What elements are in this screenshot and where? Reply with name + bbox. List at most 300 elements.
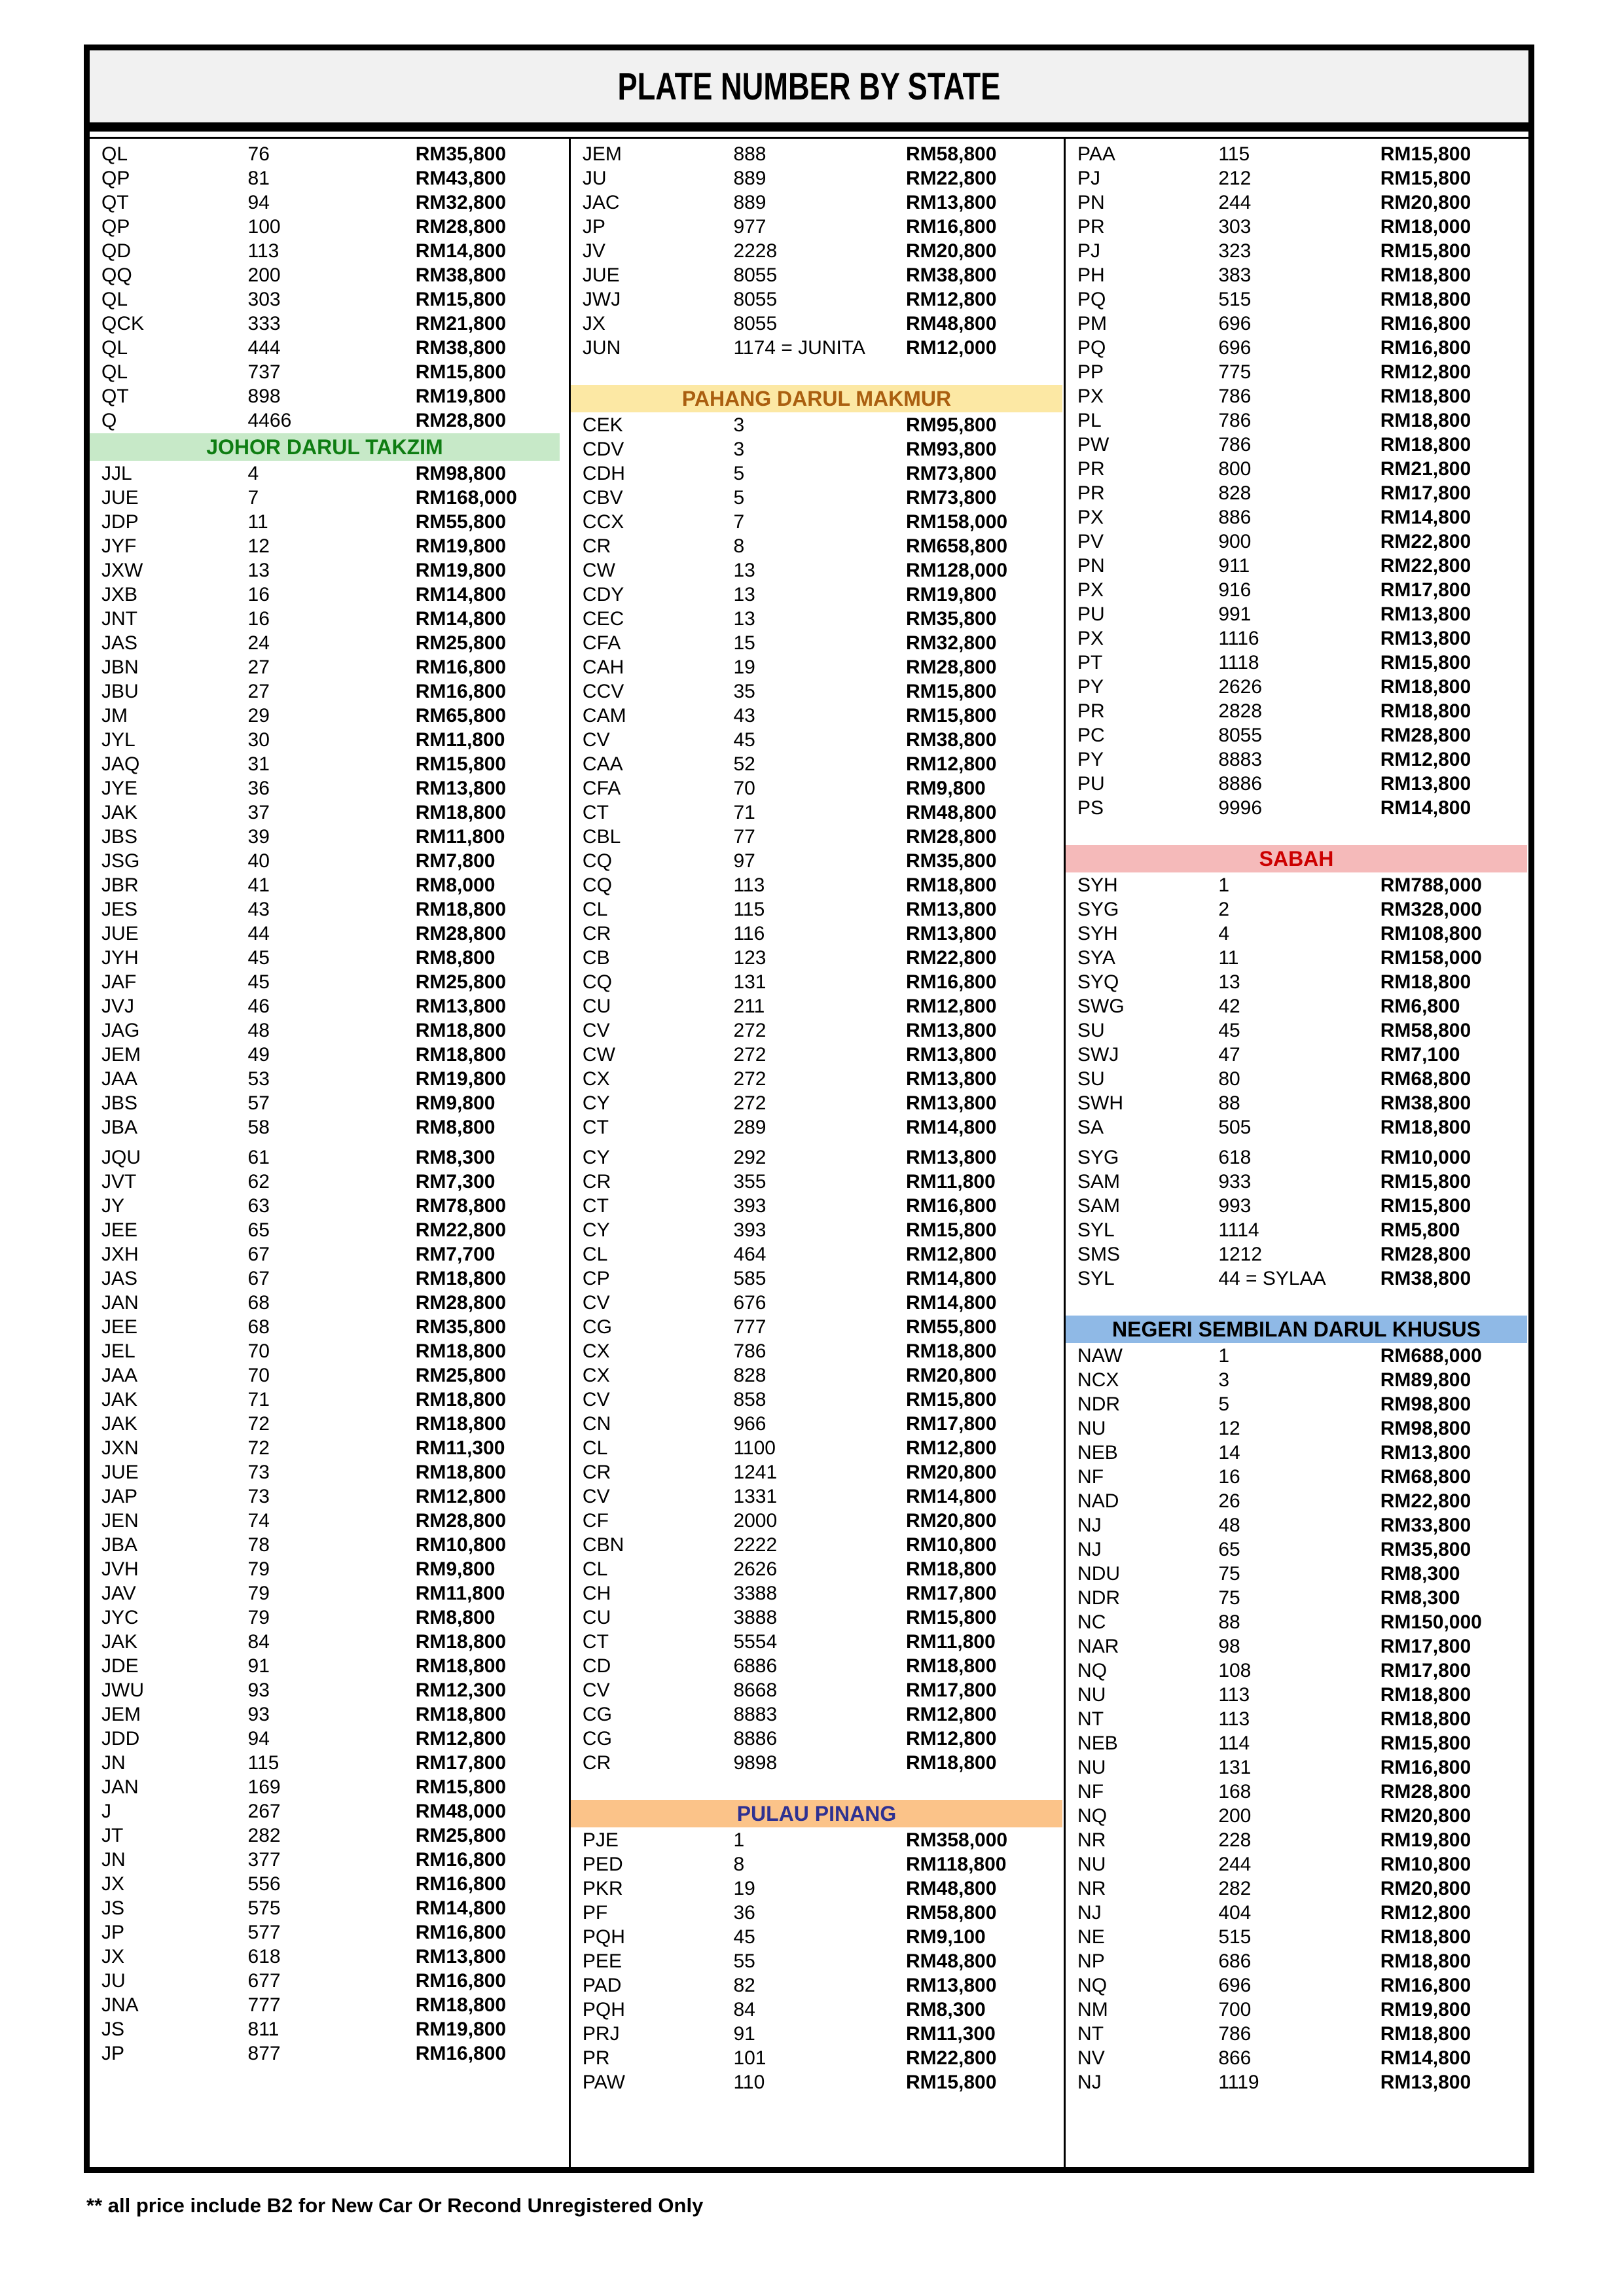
plate-price-cell: RM12,800 — [906, 1727, 997, 1749]
plate-row — [90, 1823, 569, 1848]
plate-prefix-cell: JAN — [101, 1776, 139, 1798]
plate-price-cell: RM19,800 — [415, 2018, 507, 2040]
plate-price-cell: RM18,800 — [415, 898, 507, 920]
plate-prefix-cell: PEE — [582, 1950, 622, 1972]
plate-price-cell: RM15,800 — [1380, 651, 1471, 673]
plate-prefix-cell: JEN — [101, 1509, 139, 1532]
plate-prefix-cell: JAV — [101, 1582, 136, 1604]
plate-price-cell: RM14,800 — [1380, 2047, 1471, 2069]
plate-price-cell: RM13,800 — [906, 1146, 997, 1168]
plate-row — [1066, 408, 1528, 433]
plate-row — [90, 994, 569, 1018]
plate-prefix-cell: CAM — [582, 704, 626, 726]
plate-number-cell: 67 — [247, 1243, 270, 1265]
plate-row — [90, 1993, 569, 2017]
plate-price-cell: RM20,800 — [906, 240, 997, 262]
plate-number-cell: 84 — [247, 1630, 270, 1653]
plate-prefix-cell: PR — [1077, 700, 1105, 722]
plate-row — [571, 1067, 1064, 1091]
plate-number-cell: 4466 — [247, 409, 292, 431]
plate-prefix-cell: PR — [582, 2047, 610, 2069]
plate-row — [571, 631, 1064, 655]
plate-price-cell: RM18,800 — [1380, 1683, 1471, 1706]
plate-row — [571, 1218, 1064, 1242]
plate-price-cell: RM12,800 — [906, 753, 997, 775]
plate-prefix-cell: JEM — [582, 143, 622, 165]
plate-row — [90, 873, 569, 897]
plate-prefix-cell: NEB — [1077, 1732, 1118, 1754]
plate-prefix-cell: JAA — [101, 1067, 138, 1090]
plate-number-cell: 889 — [733, 167, 767, 189]
plate-number-cell: 2 — [1218, 898, 1229, 920]
plate-row — [571, 897, 1064, 922]
plate-number-cell: 45 — [1218, 1019, 1240, 1041]
plate-number-cell: 786 — [1218, 385, 1252, 407]
plate-number-cell: 2626 — [733, 1558, 778, 1580]
plate-row — [1066, 433, 1528, 457]
plate-prefix-cell: NQ — [1077, 1974, 1108, 1996]
plate-price-cell: RM25,800 — [415, 632, 507, 654]
plate-prefix-cell: CG — [582, 1316, 612, 1338]
plate-prefix-cell: JAK — [101, 1388, 138, 1410]
plate-number-cell: 79 — [247, 1606, 270, 1628]
plate-row — [571, 1973, 1064, 1998]
plate-prefix-cell: JUE — [101, 486, 139, 509]
plate-row — [90, 800, 569, 825]
plate-number-cell: 70 — [247, 1364, 270, 1386]
plate-price-cell: RM16,800 — [415, 1848, 507, 1871]
plate-price-cell: RM11,800 — [415, 825, 505, 848]
plate-price-cell: RM89,800 — [1380, 1369, 1471, 1391]
plate-number-cell: 73 — [247, 1461, 270, 1483]
plate-row — [90, 607, 569, 631]
plate-number-cell: 700 — [1218, 1998, 1252, 2020]
plate-number-cell: 272 — [733, 1043, 767, 1066]
plate-row — [90, 1412, 569, 1436]
plate-number-cell: 575 — [247, 1897, 281, 1919]
plate-number-cell: 37 — [247, 801, 270, 823]
plate-prefix-cell: JUN — [582, 336, 621, 359]
plate-number-cell: 115 — [247, 1751, 280, 1774]
plate-number-cell: 696 — [1218, 312, 1252, 334]
plate-price-cell: RM6,800 — [1380, 995, 1460, 1017]
plate-row — [571, 190, 1064, 215]
plate-price-cell: RM7,300 — [415, 1170, 496, 1193]
plate-prefix-cell: CDY — [582, 583, 624, 605]
plate-prefix-cell: CX — [582, 1340, 610, 1362]
plate-prefix-cell: JY — [101, 1194, 125, 1217]
plate-prefix-cell: JAS — [101, 1267, 138, 1289]
plate-price-cell: RM9,100 — [906, 1926, 986, 1948]
plate-prefix-cell: CT — [582, 801, 609, 823]
plate-row — [571, 800, 1064, 825]
plate-number-cell: 67 — [247, 1267, 270, 1289]
plate-prefix-cell: JEE — [101, 1219, 138, 1241]
plate-number-cell: 686 — [1218, 1950, 1252, 1972]
plate-prefix-cell: CV — [582, 1019, 610, 1041]
plate-row — [571, 1581, 1064, 1605]
plate-row — [571, 287, 1064, 312]
plate-row — [90, 1460, 569, 1484]
plate-row — [1066, 994, 1528, 1018]
plate-row — [571, 849, 1064, 873]
plate-price-cell: RM18,800 — [415, 1630, 507, 1653]
plate-price-cell: RM25,800 — [415, 1364, 507, 1386]
plate-row — [1066, 1925, 1528, 1949]
plate-prefix-cell: SWG — [1077, 995, 1125, 1017]
plate-prefix-cell: CBL — [582, 825, 621, 848]
plate-row — [1066, 1876, 1528, 1901]
plate-prefix-cell: NJ — [1077, 1901, 1102, 1924]
plate-prefix-cell: JEM — [101, 1043, 141, 1066]
plate-price-cell: RM12,800 — [1380, 1901, 1471, 1924]
plate-price-cell: RM13,800 — [1380, 627, 1471, 649]
plate-row — [90, 461, 569, 486]
plate-prefix-cell: JBA — [101, 1116, 138, 1138]
plate-price-cell: RM55,800 — [415, 511, 507, 533]
plate-row — [1066, 2022, 1528, 2046]
plate-prefix-cell: JUE — [101, 922, 139, 944]
plate-prefix-cell: JUE — [101, 1461, 139, 1483]
plate-prefix-cell: CR — [582, 1461, 611, 1483]
plate-price-cell: RM13,800 — [906, 1974, 997, 1996]
plate-prefix-cell: J — [101, 1800, 111, 1822]
plate-number-cell: 786 — [1218, 409, 1252, 431]
plate-prefix-cell: CX — [582, 1067, 610, 1090]
plate-row — [90, 946, 569, 970]
plate-number-cell: 977 — [733, 215, 767, 238]
plate-number-cell: 8055 — [733, 264, 778, 286]
plate-number-cell: 113 — [1218, 1708, 1250, 1730]
plate-price-cell: RM73,800 — [906, 486, 997, 509]
plate-price-cell: RM35,800 — [415, 143, 507, 165]
plate-prefix-cell: CP — [582, 1267, 610, 1289]
page-title: PLATE NUMBER BY STATE — [617, 65, 1001, 108]
plate-prefix-cell: NT — [1077, 2022, 1104, 2045]
plate-price-cell: RM14,800 — [1380, 797, 1471, 819]
plate-price-cell: RM18,800 — [1380, 971, 1471, 993]
plate-prefix-cell: PKR — [582, 1877, 623, 1899]
plate-row — [1066, 1901, 1528, 1925]
plate-prefix-cell: CAH — [582, 656, 624, 678]
plate-prefix-cell: CAA — [582, 753, 623, 775]
plate-price-cell: RM15,800 — [906, 1219, 997, 1241]
plate-row — [1066, 602, 1528, 626]
plate-row — [571, 1194, 1064, 1218]
plate-price-cell: RM13,800 — [415, 777, 507, 799]
plate-prefix-cell: JQU — [101, 1146, 141, 1168]
plate-row — [90, 922, 569, 946]
plate-row — [571, 607, 1064, 631]
plate-number-cell: 676 — [733, 1291, 767, 1314]
plate-row — [571, 534, 1064, 558]
plate-price-cell: RM11,800 — [906, 1630, 996, 1653]
plate-row — [1066, 1998, 1528, 2022]
plate-price-cell: RM18,800 — [1380, 385, 1471, 407]
plate-row — [90, 1436, 569, 1460]
plate-prefix-cell: CU — [582, 995, 611, 1017]
plate-number-cell: 8886 — [733, 1727, 778, 1749]
plate-number-cell: 65 — [1218, 1538, 1240, 1560]
row-spacer — [571, 1775, 1064, 1799]
plate-number-cell: 8055 — [1218, 724, 1263, 746]
plate-price-cell: RM55,800 — [906, 1316, 997, 1338]
plate-price-cell: RM12,800 — [906, 288, 997, 310]
plate-price-cell: RM18,800 — [906, 874, 997, 896]
plate-prefix-cell: JAK — [101, 801, 138, 823]
plate-row — [571, 336, 1064, 360]
plate-number-cell: 289 — [733, 1116, 767, 1138]
plate-row — [1066, 1465, 1528, 1489]
row-gap — [571, 1139, 1064, 1145]
plate-prefix-cell: CBV — [582, 486, 623, 509]
plate-price-cell: RM48,000 — [415, 1800, 507, 1822]
plate-price-cell: RM15,800 — [1380, 167, 1471, 189]
plate-row — [1066, 1368, 1528, 1392]
plate-prefix-cell: JP — [101, 2042, 125, 2064]
plate-price-cell: RM38,800 — [1380, 1267, 1471, 1289]
plate-number-cell: 1100 — [733, 1437, 776, 1459]
plate-prefix-cell: PQ — [1077, 336, 1106, 359]
plate-number-cell: 696 — [1218, 336, 1252, 359]
plate-price-cell: RM35,800 — [906, 607, 997, 630]
plate-prefix-cell: QP — [101, 215, 130, 238]
plate-row — [1066, 529, 1528, 554]
plate-row — [571, 752, 1064, 776]
plate-column-3 — [1064, 139, 1528, 2167]
plate-prefix-cell: PL — [1077, 409, 1102, 431]
plate-prefix-cell: JAA — [101, 1364, 138, 1386]
plate-number-cell: 101 — [733, 2047, 767, 2069]
plate-prefix-cell: Q — [101, 409, 117, 431]
plate-prefix-cell: CL — [582, 1558, 608, 1580]
plate-number-cell: 212 — [1218, 167, 1252, 189]
plate-number-cell: 966 — [733, 1412, 767, 1435]
plate-price-cell: RM18,800 — [1380, 700, 1471, 722]
plate-prefix-cell: CV — [582, 1291, 610, 1314]
plate-price-cell: RM18,800 — [415, 1043, 507, 1066]
plate-price-cell: RM15,800 — [415, 753, 507, 775]
plate-prefix-cell: JX — [582, 312, 605, 334]
plate-row — [571, 1145, 1064, 1170]
plate-row — [1066, 651, 1528, 675]
plate-number-cell: 5554 — [733, 1630, 778, 1653]
plate-price-cell: RM18,800 — [415, 801, 507, 823]
plate-prefix-cell: CH — [582, 1582, 611, 1604]
plate-row — [90, 263, 569, 287]
plate-row — [571, 1043, 1064, 1067]
plate-price-cell: RM7,100 — [1380, 1043, 1460, 1066]
plate-prefix-cell: SU — [1077, 1067, 1105, 1090]
plate-prefix-cell: CBN — [582, 1534, 624, 1556]
plate-prefix-cell: QL — [101, 143, 128, 165]
plate-row — [571, 873, 1064, 897]
plate-prefix-cell: PM — [1077, 312, 1108, 334]
plate-row — [571, 1727, 1064, 1751]
plate-number-cell: 1241 — [733, 1461, 778, 1483]
plate-prefix-cell: JWU — [101, 1679, 144, 1701]
plate-row — [571, 1751, 1064, 1775]
plate-number-cell: 993 — [1218, 1194, 1252, 1217]
plate-prefix-cell: JAC — [582, 191, 620, 213]
plate-row — [1066, 1731, 1528, 1755]
plate-price-cell: RM11,800 — [906, 1170, 996, 1193]
plate-number-cell: 45 — [247, 946, 270, 969]
plate-price-cell: RM18,800 — [906, 1655, 997, 1677]
plate-prefix-cell: JYH — [101, 946, 139, 969]
plate-number-cell: 737 — [247, 361, 281, 383]
plate-prefix-cell: SMS — [1077, 1243, 1121, 1265]
plate-prefix-cell: CT — [582, 1116, 609, 1138]
plate-prefix-cell: CEC — [582, 607, 624, 630]
plate-number-cell: 55 — [733, 1950, 755, 1972]
plate-number-cell: 78 — [247, 1534, 270, 1556]
plate-prefix-cell: CL — [582, 1437, 608, 1459]
plate-number-cell: 11 — [1218, 946, 1239, 969]
plate-row — [571, 704, 1064, 728]
plate-price-cell: RM19,800 — [415, 535, 507, 557]
plate-price-cell: RM35,800 — [906, 850, 997, 872]
plate-number-cell: 618 — [247, 1945, 281, 1967]
plate-price-cell: RM18,800 — [415, 1267, 507, 1289]
plate-price-cell: RM17,800 — [1380, 1635, 1471, 1657]
plate-prefix-cell: JYF — [101, 535, 137, 557]
row-spacer — [571, 360, 1064, 384]
plate-price-cell: RM28,800 — [1380, 1243, 1471, 1265]
plate-price-cell: RM28,800 — [415, 215, 507, 238]
plate-prefix-cell: JU — [101, 1969, 126, 1992]
plate-row — [1066, 2046, 1528, 2070]
plate-price-cell: RM15,800 — [906, 1606, 997, 1628]
title-divider-gap — [90, 132, 1528, 137]
plate-prefix-cell: SYG — [1077, 1146, 1119, 1168]
plate-price-cell: RM14,800 — [415, 240, 507, 262]
plate-number-cell: 8055 — [733, 312, 778, 334]
plate-number-cell: 786 — [1218, 2022, 1252, 2045]
plate-prefix-cell: CR — [582, 1751, 611, 1774]
plate-prefix-cell: PF — [582, 1901, 608, 1924]
plate-number-cell: 73 — [247, 1485, 270, 1507]
plate-row — [90, 1018, 569, 1043]
plate-number-cell: 70 — [247, 1340, 270, 1362]
plate-price-cell: RM12,800 — [1380, 748, 1471, 770]
plate-row — [571, 922, 1064, 946]
plate-prefix-cell: CQ — [582, 850, 612, 872]
plate-number-cell: 76 — [247, 143, 270, 165]
plate-row — [90, 1799, 569, 1823]
plate-price-cell: RM8,800 — [415, 1606, 496, 1628]
plate-prefix-cell: NV — [1077, 2047, 1105, 2069]
plate-price-cell: RM11,800 — [415, 1582, 505, 1604]
plate-number-cell: 72 — [247, 1437, 270, 1459]
plate-number-cell: 3 — [1218, 1369, 1229, 1391]
plate-prefix-cell: SWH — [1077, 1092, 1124, 1114]
plate-number-cell: 115 — [1218, 143, 1250, 165]
plate-prefix-cell: CV — [582, 1485, 610, 1507]
plate-row — [571, 825, 1064, 849]
plate-price-cell: RM13,800 — [906, 922, 997, 944]
plate-row — [571, 1557, 1064, 1581]
plate-prefix-cell: JWJ — [582, 288, 621, 310]
plate-prefix-cell: CX — [582, 1364, 610, 1386]
plate-number-cell: 3888 — [733, 1606, 778, 1628]
plate-number-cell: 30 — [247, 728, 270, 751]
plate-number-cell: 886 — [1218, 506, 1252, 528]
plate-prefix-cell: NF — [1077, 1780, 1104, 1803]
plate-row — [1066, 1828, 1528, 1852]
plate-number-cell: 866 — [1218, 2047, 1252, 2069]
plate-row — [571, 655, 1064, 679]
plate-price-cell: RM12,800 — [906, 1703, 997, 1725]
row-spacer — [1066, 820, 1528, 844]
plate-row — [90, 825, 569, 849]
plate-price-cell: RM19,800 — [415, 559, 507, 581]
plate-prefix-cell: QL — [101, 288, 128, 310]
plate-row — [1066, 239, 1528, 263]
plate-price-cell: RM78,800 — [415, 1194, 507, 1217]
plate-number-cell: 272 — [733, 1067, 767, 1090]
plate-row — [571, 510, 1064, 534]
plate-prefix-cell: JAQ — [101, 753, 140, 775]
plate-number-cell: 8055 — [733, 288, 778, 310]
plate-number-cell: 123 — [733, 946, 767, 969]
plate-prefix-cell: SYH — [1077, 922, 1118, 944]
plate-row — [1066, 1780, 1528, 1804]
plate-prefix-cell: SU — [1077, 1019, 1105, 1041]
plate-number-cell: 82 — [733, 1974, 755, 1996]
plate-number-cell: 8668 — [733, 1679, 778, 1701]
plate-number-cell: 811 — [247, 2018, 280, 2040]
plate-number-cell: 585 — [733, 1267, 767, 1289]
plate-price-cell: RM16,800 — [1380, 336, 1471, 359]
plate-row — [90, 1484, 569, 1509]
plate-price-cell: RM32,800 — [906, 632, 997, 654]
plate-prefix-cell: JEE — [101, 1316, 138, 1338]
plate-row — [90, 679, 569, 704]
plate-price-cell: RM33,800 — [1380, 1514, 1471, 1536]
plate-row — [1066, 1973, 1528, 1998]
plate-row — [1066, 1610, 1528, 1634]
plate-price-cell: RM98,800 — [415, 462, 507, 484]
plate-price-cell: RM13,800 — [1380, 603, 1471, 625]
plate-price-cell: RM58,800 — [906, 1901, 997, 1924]
plate-prefix-cell: JM — [101, 704, 128, 726]
plate-price-cell: RM8,000 — [415, 874, 496, 896]
plate-prefix-cell: CFA — [582, 777, 621, 799]
plate-price-cell: RM19,800 — [1380, 1998, 1471, 2020]
plate-prefix-cell: JYL — [101, 728, 135, 751]
plate-price-cell: RM14,800 — [906, 1485, 997, 1507]
plate-number-cell: 113 — [733, 874, 765, 896]
plate-prefix-cell: PX — [1077, 579, 1104, 601]
plate-number-cell: 244 — [1218, 1853, 1252, 1875]
plate-number-cell: 70 — [733, 777, 755, 799]
plate-number-cell: 88 — [1218, 1611, 1240, 1633]
plate-row — [90, 1678, 569, 1702]
plate-price-cell: RM18,800 — [415, 1994, 507, 2016]
plate-prefix-cell: CQ — [582, 874, 612, 896]
plate-prefix-cell: JES — [101, 898, 138, 920]
plate-row — [90, 142, 569, 166]
plate-row — [90, 1945, 569, 1969]
plate-number-cell: 898 — [247, 385, 281, 407]
plate-number-cell: 15 — [733, 632, 755, 654]
plate-number-cell: 74 — [247, 1509, 270, 1532]
plate-price-cell: RM12,800 — [1380, 361, 1471, 383]
plate-row — [571, 1363, 1064, 1388]
section-header-pulau-pinang: PULAU PINANG — [571, 1800, 1062, 1827]
plate-prefix-cell: JN — [101, 1751, 126, 1774]
